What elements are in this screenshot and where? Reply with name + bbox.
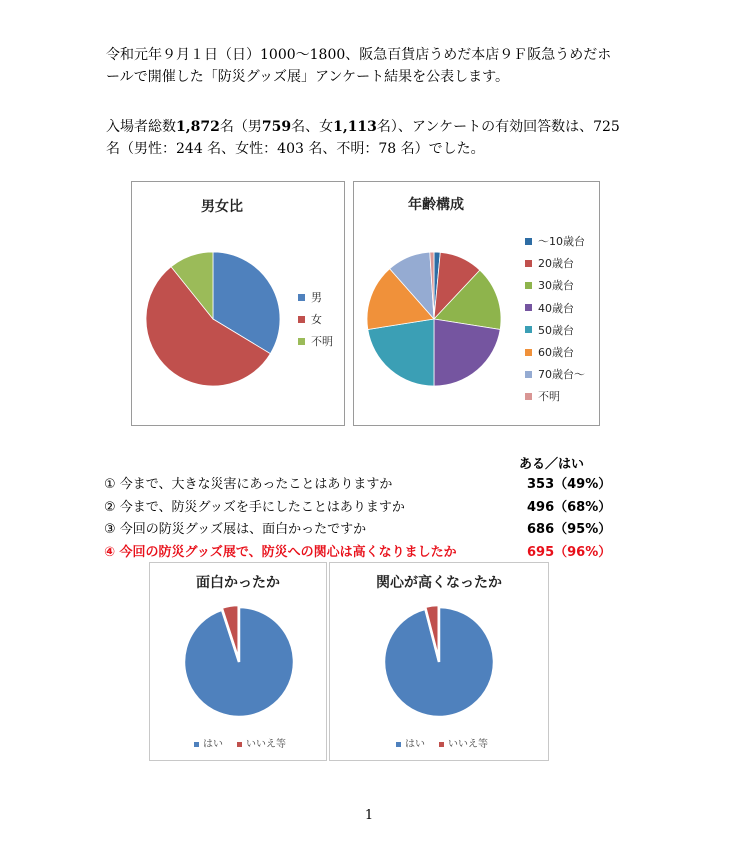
interesting-chart-title: 面白かったか xyxy=(196,575,280,591)
legend-label: 不明 xyxy=(538,390,560,404)
legend-label: 女 xyxy=(311,313,322,327)
question-value: 353（49%） xyxy=(527,477,612,492)
age-chart xyxy=(353,181,600,426)
legend-item xyxy=(298,330,333,352)
legend-item xyxy=(439,735,488,750)
question-text: ④ 今回の防災グッズ展で、防災への関心は高くなりましたか xyxy=(104,545,457,560)
gender-chart-title: 男女比 xyxy=(201,199,243,215)
concern-pie xyxy=(330,563,548,760)
intro-line-2: ールで開催した「防災グッズ展」アンケート結果を公表します。 xyxy=(106,69,510,85)
question-value: 496（68%） xyxy=(527,500,612,515)
interesting-pie xyxy=(150,563,326,760)
legend-label: 60歳台 xyxy=(538,346,574,360)
legend-swatch xyxy=(237,742,242,747)
legend-item xyxy=(237,735,286,750)
summary-paragraph xyxy=(106,116,666,160)
legend-item xyxy=(298,286,333,308)
legend-label: いいえ等 xyxy=(448,739,488,750)
legend-item xyxy=(194,735,223,750)
legend-swatch xyxy=(525,349,532,356)
legend-swatch xyxy=(298,338,305,345)
legend-item xyxy=(525,363,585,385)
pie-slice-5 xyxy=(368,319,434,386)
gender-chart xyxy=(131,181,345,426)
legend-label: 70歳台〜 xyxy=(538,368,585,382)
legend-label: いいえ等 xyxy=(246,739,286,750)
legend-swatch xyxy=(298,294,305,301)
question-value: 695（96%） xyxy=(527,545,612,560)
question-row-4-highlight xyxy=(104,541,624,561)
pie-slice-4 xyxy=(434,319,500,386)
legend-item xyxy=(525,319,585,341)
legend-item xyxy=(525,252,585,274)
legend-item xyxy=(525,297,585,319)
legend-item xyxy=(525,385,585,407)
answer-column-header: ある／はい xyxy=(519,457,585,472)
concern-chart-title: 関心が高くなったか xyxy=(376,575,502,591)
legend-item xyxy=(525,230,585,252)
summary-line-2: 名（男性：244 名、女性：403 名、不明：78 名）でした。 xyxy=(106,141,485,157)
question-value: 686（95%） xyxy=(527,522,612,537)
legend-item xyxy=(298,308,333,330)
legend-label: 30歳台 xyxy=(538,279,574,293)
legend-label: はい xyxy=(405,739,425,750)
legend-item xyxy=(396,735,425,750)
legend-label: 20歳台 xyxy=(538,257,574,271)
question-row-3 xyxy=(104,518,624,538)
age-chart-title: 年齢構成 xyxy=(408,197,464,213)
legend-swatch xyxy=(525,282,532,289)
page-number: 1 xyxy=(364,808,374,823)
legend-swatch xyxy=(298,316,305,323)
legend-label: 50歳台 xyxy=(538,323,574,337)
age-legend xyxy=(525,230,585,408)
legend-swatch xyxy=(525,393,532,400)
legend-swatch xyxy=(396,742,401,747)
question-text: ② 今まで、防災グッズを手にしたことはありますか xyxy=(104,500,405,515)
legend-label: はい xyxy=(203,739,223,750)
interesting-legend xyxy=(194,735,286,750)
question-text: ① 今まで、大きな災害にあったことはありますか xyxy=(104,477,393,492)
legend-item xyxy=(525,274,585,296)
legend-swatch xyxy=(439,742,444,747)
gender-legend xyxy=(298,286,333,353)
interesting-chart xyxy=(149,562,327,761)
legend-label: 不明 xyxy=(311,335,333,349)
legend-swatch xyxy=(194,742,199,747)
summary-line-1: 入場者総数1,872名（男759名、女1,113名）、アンケートの有効回答数は、725 xyxy=(106,119,620,135)
intro-line-1: 令和元年９月１日（日）1000〜1800、阪急百貨店うめだ本店９Ｆ阪急うめだホ xyxy=(106,47,612,63)
legend-swatch xyxy=(525,371,532,378)
question-row-2 xyxy=(104,496,624,516)
concern-legend xyxy=(396,735,488,750)
concern-chart xyxy=(329,562,549,761)
legend-swatch xyxy=(525,326,532,333)
legend-swatch xyxy=(525,304,532,311)
legend-label: 〜10歳台 xyxy=(538,235,585,249)
question-row-1 xyxy=(104,473,624,493)
question-text: ③ 今回の防災グッズ展は、面白かったですか xyxy=(104,522,367,537)
legend-label: 40歳台 xyxy=(538,301,574,315)
legend-item xyxy=(525,341,585,363)
legend-swatch xyxy=(525,260,532,267)
legend-swatch xyxy=(525,238,532,245)
intro-paragraph xyxy=(106,44,666,88)
legend-label: 男 xyxy=(311,291,322,305)
